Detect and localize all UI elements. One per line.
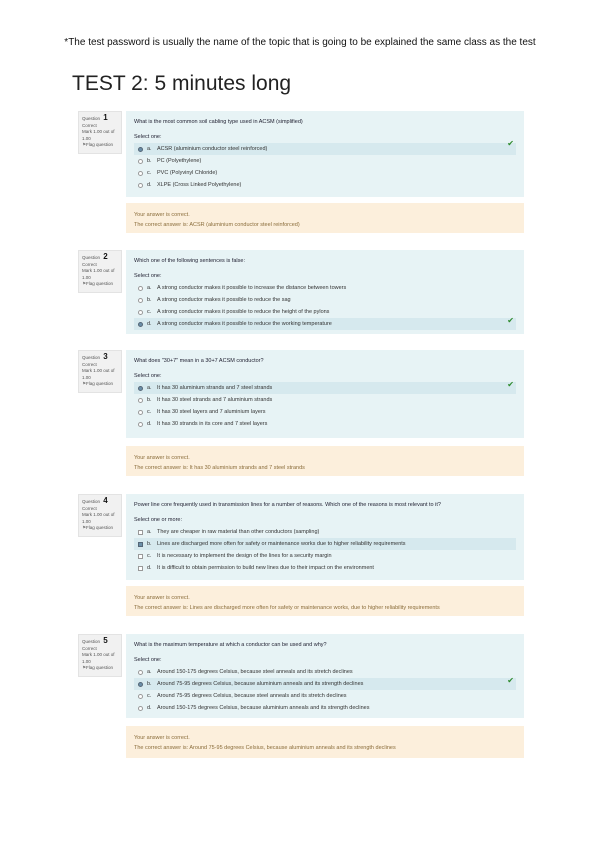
question-text: Power line core frequently used in transmission lines for a number of reasons. Which one of the reasons is most relevant to it?: [134, 502, 441, 508]
flag-question-link[interactable]: ⚑ Flag question: [82, 142, 118, 149]
feedback-box: [126, 203, 524, 233]
checkbox[interactable]: [138, 530, 143, 535]
answer-prompt: Select one:: [134, 134, 162, 140]
answer-option[interactable]: a. A strong conductor makes it possible to increase the distance between towers: [134, 282, 516, 294]
question-marks: Mark 1.00 out of 1.00: [82, 368, 115, 380]
flag-question-link[interactable]: ⚑ Flag question: [82, 525, 118, 532]
question-formulation: [126, 494, 524, 580]
question-marks: Mark 1.00 out of 1.00: [82, 512, 115, 524]
page-title: TEST 2: 5 minutes long: [72, 72, 292, 95]
answer-option[interactable]: a. ACSR (aluminium conductor steel reinforced): [134, 143, 516, 155]
feedback-answer: The correct answer is: Around 75-95 degrees Celsius, because aluminium anneals and its strength declines: [134, 745, 396, 751]
question-status: Correct: [82, 505, 97, 511]
radio-button[interactable]: [138, 298, 143, 303]
answer-option[interactable]: b. It has 30 steel strands and 7 aluminium strands: [134, 394, 516, 406]
correct-check-icon: ✔: [507, 316, 514, 325]
flag-question-link[interactable]: ⚑ Flag question: [82, 665, 118, 672]
question-3: [78, 350, 524, 478]
question-status: Correct: [82, 261, 97, 267]
question-text: What is the maximum temperature at which a conductor can be used and why?: [134, 642, 327, 648]
answer-option[interactable]: c. It is necessary to implement the design of the lines for a security margin: [134, 550, 516, 562]
feedback-answer: The correct answer is: ACSR (aluminium conductor steel reinforced): [134, 222, 300, 228]
correct-check-icon: ✔: [507, 380, 514, 389]
question-marks: Mark 1.00 out of 1.00: [82, 268, 115, 280]
question-status: Correct: [82, 361, 97, 367]
feedback-status: Your answer is correct.: [134, 595, 190, 601]
answer-option[interactable]: b. Lines are discharged more often for safety or maintenance works due to higher reliability requirements: [134, 538, 516, 550]
password-note: *The test password is usually the name of the topic that is going to be explained the same class as the test: [64, 37, 536, 48]
answer-option[interactable]: d. XLPE (Cross Linked Polyethylene): [134, 179, 516, 191]
question-info: Question 5 Correct Mark 1.00 out of 1.00 ⚑ Flag question: [78, 634, 122, 677]
answer-option[interactable]: d. A strong conductor makes it possible to reduce the working temperature: [134, 318, 516, 330]
answer-option[interactable]: c. It has 30 steel layers and 7 aluminium layers: [134, 406, 516, 418]
answer-option[interactable]: c. A strong conductor makes it possible to reduce the height of the pylons: [134, 306, 516, 318]
question-number: 4: [103, 496, 108, 505]
question-1: [78, 111, 524, 231]
answer-option[interactable]: d. It is difficult to obtain permission to build new lines due to their impact on the environment: [134, 562, 516, 574]
question-formulation: [126, 350, 524, 438]
question-number: 5: [103, 636, 108, 645]
question-number: 1: [103, 113, 108, 122]
answer-option[interactable]: b. PC (Polyethylene): [134, 155, 516, 167]
radio-button[interactable]: [138, 422, 143, 427]
radio-button[interactable]: [138, 147, 143, 152]
checkbox[interactable]: [138, 542, 143, 547]
question-text: Which one of the following sentences is false:: [134, 258, 245, 264]
radio-button[interactable]: [138, 171, 143, 176]
feedback-box: [126, 586, 524, 616]
feedback-status: Your answer is correct.: [134, 455, 190, 461]
question-formulation: [126, 111, 524, 197]
correct-check-icon: ✔: [507, 676, 514, 685]
answer-option[interactable]: a. It has 30 aluminium strands and 7 steel strands: [134, 382, 516, 394]
question-5: [78, 634, 524, 760]
checkbox[interactable]: [138, 566, 143, 571]
answer-prompt: Select one:: [134, 373, 162, 379]
radio-button[interactable]: [138, 398, 143, 403]
question-marks: Mark 1.00 out of 1.00: [82, 129, 115, 141]
answer-prompt: Select one or more:: [134, 517, 182, 523]
question-status: Correct: [82, 122, 97, 128]
question-info: Question 3 Correct Mark 1.00 out of 1.00 ⚑ Flag question: [78, 350, 122, 393]
question-info: Question 1 Correct Mark 1.00 out of 1.00 ⚑ Flag question: [78, 111, 122, 154]
radio-button[interactable]: [138, 694, 143, 699]
checkbox[interactable]: [138, 554, 143, 559]
answer-option[interactable]: c. PVC (Polyvinyl Chloride): [134, 167, 516, 179]
answer-option[interactable]: a. Around 150-175 degrees Celsius, because steel anneals and its stretch declines: [134, 666, 516, 678]
radio-button[interactable]: [138, 183, 143, 188]
answer-prompt: Select one:: [134, 657, 162, 663]
radio-button[interactable]: [138, 286, 143, 291]
radio-button[interactable]: [138, 386, 143, 391]
question-formulation: [126, 634, 524, 718]
question-4: [78, 494, 524, 618]
question-text: What is the most common soil cabling type used in ACSM (simplified): [134, 119, 303, 125]
question-2: [78, 250, 524, 336]
answer-option[interactable]: b. Around 75-95 degrees Celsius, because aluminium anneals and its strength declines: [134, 678, 516, 690]
radio-button[interactable]: [138, 322, 143, 327]
feedback-answer: The correct answer is: It has 30 aluminium strands and 7 steel strands: [134, 465, 305, 471]
question-formulation: [126, 250, 524, 334]
radio-button[interactable]: [138, 706, 143, 711]
answer-option[interactable]: d. It has 30 strands in its core and 7 steel layers: [134, 418, 516, 430]
feedback-box: [126, 446, 524, 476]
feedback-answer: The correct answer is: Lines are discharged more often for safety or maintenance works, due to higher reliability requirements: [134, 605, 440, 611]
question-number: 2: [103, 252, 108, 261]
question-info: Question 2 Correct Mark 1.00 out of 1.00 ⚑ Flag question: [78, 250, 122, 293]
radio-button[interactable]: [138, 670, 143, 675]
question-status: Correct: [82, 645, 97, 651]
flag-question-link[interactable]: ⚑ Flag question: [82, 381, 118, 388]
answer-option[interactable]: c. Around 75-95 degrees Celsius, because steel anneals and its stretch declines: [134, 690, 516, 702]
answer-option[interactable]: a. They are cheaper in raw material than other conductors (sampling): [134, 526, 516, 538]
feedback-box: [126, 726, 524, 758]
radio-button[interactable]: [138, 159, 143, 164]
question-marks: Mark 1.00 out of 1.00: [82, 652, 115, 664]
feedback-status: Your answer is correct.: [134, 735, 190, 741]
question-info: Question 4 Correct Mark 1.00 out of 1.00 ⚑ Flag question: [78, 494, 122, 537]
answer-prompt: Select one:: [134, 273, 162, 279]
question-number: 3: [103, 352, 108, 361]
answer-option[interactable]: d. Around 150-175 degrees Celsius, because aluminium anneals and its strength declines: [134, 702, 516, 714]
radio-button[interactable]: [138, 410, 143, 415]
correct-check-icon: ✔: [507, 139, 514, 148]
flag-question-link[interactable]: ⚑ Flag question: [82, 281, 118, 288]
radio-button[interactable]: [138, 310, 143, 315]
question-text: What does "30+7" mean in a 30+7 ACSM conductor?: [134, 358, 264, 364]
radio-button[interactable]: [138, 682, 143, 687]
answer-option[interactable]: b. A strong conductor makes it possible to reduce the sag: [134, 294, 516, 306]
feedback-status: Your answer is correct.: [134, 212, 190, 218]
